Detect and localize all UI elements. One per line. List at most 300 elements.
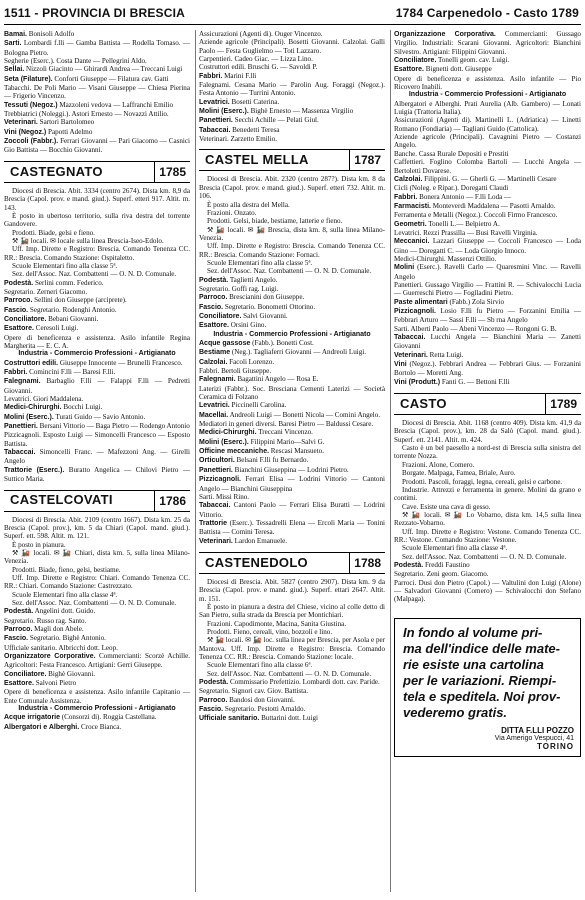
directory-entry bbox=[4, 84, 190, 101]
directory-entry bbox=[394, 202, 581, 211]
entries-list bbox=[4, 607, 190, 705]
entry-text: Simoncelli Franc. — Mafezzoni Ang. — Girelli Angelo bbox=[4, 448, 190, 466]
entry-category: Bestiame bbox=[199, 349, 231, 357]
entry-text: Bianchini Giuseppina — Lodrini Pietro. bbox=[232, 465, 349, 474]
directory-entry bbox=[4, 395, 190, 403]
description-paragraph: ⚒ 🚂 locali. ✉ 🚂 loc. sulla linea per Brescia, per Asola e per Mantova. Uff. Imp. Dirette e Registro: Brescia. Comando Tenenza CC. RR.: Brescia. Comando Stazione: locale. bbox=[199, 636, 385, 661]
column-1 bbox=[4, 30, 190, 894]
entry-text: Filippini Mario—Salvi G. bbox=[248, 437, 325, 446]
entry-category: Meccanici. bbox=[394, 238, 430, 246]
description-paragraph: Diocesi di Brescia. Abit. 2109 (centro 1667). Dista km. 25 da Brescia (Capol. prov.), km. 5 da Chiari (Capol. mand. giud.). Superf. ett. 598. Altit. m. 121. bbox=[4, 515, 190, 541]
entry-category: Bamai. bbox=[4, 31, 27, 38]
town-heading bbox=[394, 393, 581, 415]
entry-text: (Fabb.) Zola Sirvio bbox=[447, 297, 505, 306]
directory-entry bbox=[4, 30, 190, 39]
entry-text: Orsini Gino. bbox=[228, 321, 267, 330]
entry-text: (Eserc.). Tessadrelli Elena — Ercoli Maria — Tonini Battista — Comini Teresa. bbox=[199, 518, 385, 537]
description-paragraph: Prodotti. Biade, gelsi e fieno. bbox=[12, 228, 95, 237]
directory-entry bbox=[4, 128, 190, 137]
entry-category: Sellai. bbox=[4, 66, 25, 74]
town-name: CASTO bbox=[400, 395, 447, 411]
directory-entry bbox=[4, 324, 190, 333]
entry-category: Conciliatore. bbox=[394, 57, 437, 65]
entry-text: Andreoli Luigi — Bonetti Nicola — Comini Angelo. bbox=[228, 410, 381, 419]
description-paragraph: Prodotti. Gelsi, biade, bestiame, latterie e fieno. bbox=[207, 217, 343, 226]
entry-text: Buttarini dott. Luigi bbox=[259, 714, 319, 723]
directory-entry bbox=[199, 116, 385, 125]
entries-list bbox=[394, 561, 581, 604]
entry-category: Fascio. bbox=[4, 635, 29, 643]
entry-text: Ferramenta e Metalli (Negoz.). Coccoli Firmo Francesco. bbox=[394, 211, 558, 220]
directory-entry bbox=[394, 220, 581, 229]
directory-entry bbox=[394, 307, 581, 325]
town-heading bbox=[4, 490, 190, 512]
entry-text: Papotti Adelmo bbox=[46, 127, 93, 136]
entry-category: Costruttori edili. bbox=[4, 359, 59, 367]
directory-entry bbox=[199, 537, 385, 546]
directory-entry bbox=[4, 413, 190, 422]
town-number: 1787 bbox=[349, 150, 385, 170]
directory-entry bbox=[199, 456, 385, 465]
directory-entry bbox=[199, 72, 385, 81]
ad-line: ma dell'indice delle mate- bbox=[403, 640, 560, 656]
entry-text: Levatrici. Rezzi Prassilla — Busi Ravelli Virginia. bbox=[394, 228, 538, 237]
description-paragraph: Diocesi di Brescia. Abit. 3334 (centro 2674). Dista km. 8,9 da Brescia (Capol. prov. e mand. giud.). Superf. etteri 917. Altit. m. 143. bbox=[4, 186, 190, 212]
entry-text: Tonelli L.— Belpietro A. bbox=[426, 219, 500, 228]
entry-text: Facoli Lorenzo. bbox=[227, 357, 275, 366]
entry-category: Trattorie (Eserc.). bbox=[4, 466, 65, 474]
entry-text: Treccani Vincenzo. bbox=[256, 428, 313, 437]
town-name: CASTEL MELLA bbox=[205, 152, 309, 168]
town-description bbox=[394, 419, 581, 561]
town-description bbox=[199, 578, 385, 678]
entry-text: Commercianti: Gussago Virgilio. Industriali: Scarani Giovanni. Agricoltori: Bianchini Silvestro. Artigiani: Filippini Giovanni. bbox=[394, 30, 581, 56]
entry-text: Banche. Cassa Rurale Depositi e Prestiti bbox=[394, 149, 509, 158]
directory-entry bbox=[394, 229, 581, 237]
directory-entry bbox=[394, 30, 581, 56]
entry-text: Piccinelli Carolina. bbox=[229, 401, 287, 410]
description-paragraph: Sez. dell'Assoc. Naz. Combattenti — O. N. D. Comunale. bbox=[207, 669, 372, 678]
entry-text: (Fabb.). Bonetti Cost. bbox=[250, 339, 314, 347]
entry-text: Levatrici. Giori Maddalena. bbox=[4, 395, 84, 404]
entry-text: Bonera Antonio — F.lli Loda — bbox=[417, 192, 512, 201]
directory-entry bbox=[199, 358, 385, 367]
description-paragraph: ⚒ 🚂 locali. ✉ 🚂 Lo Vobarno, dista km. 14,5 sulla linea Rezzato-Vobarno. bbox=[394, 510, 581, 528]
entry-text: Serlini comm. Federico. bbox=[33, 278, 104, 287]
entry-text: Carpentieri. Cadeo Giac. — Lizza Lino. bbox=[199, 55, 313, 64]
entry-text: (Eserc.). Ravelli Carlo — Quaresmini Vinc. — Ravelli Angelo bbox=[394, 263, 581, 281]
column-2 bbox=[199, 30, 385, 894]
entry-text: Assicurazioni (Agenti di). Ouger Vincenzo. bbox=[199, 30, 323, 38]
entry-category: Tessuti (Negoz.) bbox=[4, 101, 58, 109]
entry-text: Segherie (Eserc.). Costa Dante — Pellegrini Aldo. bbox=[4, 57, 147, 66]
directory-entry bbox=[4, 279, 190, 288]
entry-category: Conciliatore. bbox=[4, 315, 47, 323]
entry-category: Vini (Negoz.) bbox=[4, 128, 47, 136]
directory-entry bbox=[199, 98, 385, 107]
advertisement-box bbox=[394, 618, 581, 757]
directory-entry bbox=[4, 296, 190, 305]
directory-entry bbox=[199, 312, 385, 321]
description-paragraph: È posto in pianura. bbox=[12, 540, 66, 549]
entry-text: Mazzoleni vedova — Laffranchi Emilio bbox=[57, 100, 174, 109]
entry-text: Bonisoli Adolfo bbox=[26, 30, 75, 38]
entry-text: Losio F.lli fu Pietro — Forzanini Emilia — Febbrari Arturo — Sassi F.lli — Sb rna Angelo bbox=[394, 307, 581, 325]
directory-entry bbox=[4, 422, 190, 431]
entry-category: Podestà. bbox=[199, 679, 229, 687]
entry-text: Secchi Achille — Pelati Giul. bbox=[232, 116, 319, 125]
directory-entry bbox=[4, 644, 190, 652]
entry-category: Panettieri. bbox=[4, 423, 38, 431]
description-paragraph: Diocesi di Brescia. Abit. 2320 (centro 287?). Dista km. 8 da Brescia (Capol. prov. e mand. giud.). Superf. etteri 732. Altit. m. 106. bbox=[199, 175, 385, 201]
directory-entry bbox=[4, 101, 190, 110]
directory-entry bbox=[394, 325, 581, 333]
directory-entry bbox=[394, 133, 581, 150]
description-paragraph: Diocesi di Brescia. Abit. 5827 (centro 2907). Dista km. 9 da Brescia (Capol. prov. e mand. giud.). Superf. ettari 2647. Altit. m. 151. bbox=[199, 577, 385, 603]
entry-category: Fabbri. bbox=[394, 193, 418, 201]
entry-text: Benedetti Teresa bbox=[230, 125, 280, 134]
description-paragraph: Prodotti. Biade, fieno, gelsi, bestiame. bbox=[12, 565, 121, 574]
description-paragraph: Borgate. Malpaga, Famea, Briale, Auro. bbox=[402, 469, 516, 478]
entry-category: Tabaccai. bbox=[4, 449, 36, 457]
entry-category: Ufficiale sanitario. bbox=[199, 715, 260, 723]
directory-entry bbox=[199, 303, 385, 312]
directory-entry bbox=[4, 137, 190, 155]
entry-category: Parroco. bbox=[4, 297, 33, 305]
directory-entry bbox=[199, 348, 385, 357]
entry-category: Veterinari. bbox=[4, 119, 38, 127]
directory-entry bbox=[394, 360, 581, 378]
entry-text: Ferrari Giovanni — Pari Giacomo — Casnici Gio Battista — Bocchio Giovanni. bbox=[4, 137, 190, 155]
entry-text: Magli don Abele. bbox=[32, 624, 84, 633]
entry-text: Ceresoli Luigi. bbox=[33, 324, 79, 333]
entry-category: Falegnami. bbox=[4, 378, 41, 386]
entries-list bbox=[394, 100, 581, 387]
entry-text: Segretario. Zeni geom. Giacomo. bbox=[394, 570, 489, 579]
entry-text: Albergatori e Alberghi. Prati Aurelia (Alb. Gambero) — Lonati Luigia (Trattoria Italia). bbox=[394, 99, 581, 117]
town-heading bbox=[199, 552, 385, 574]
entry-category: Geometri. bbox=[394, 220, 427, 228]
ad-line: rie esiste una cartolina bbox=[403, 656, 544, 672]
entry-text: Fabbri. Bertoli Giuseppe. bbox=[199, 367, 272, 376]
entry-text: Cicli (Noleg. e Ripar.). Doregatti Claudi bbox=[394, 184, 509, 193]
entry-category: Esattore. bbox=[394, 66, 424, 74]
ad-line: tela e speditela. Noi prov- bbox=[403, 688, 561, 704]
entry-category: Levatrici. bbox=[199, 98, 230, 106]
entry-category: Fascio. bbox=[4, 306, 29, 314]
description-paragraph: ⚒ 🚂 locali. ✉ 🚂 Brescia, dista km. 8, sulla linea Milano-Venezia. bbox=[199, 225, 385, 242]
ad-line: vederemo gratis. bbox=[403, 704, 508, 720]
description-paragraph: Prodotti. Pascoli, foraggi, legna, cereali, gelsi e carbone. bbox=[402, 477, 563, 486]
entry-text: Conforti Giuseppe — Filatura cav. Gatti bbox=[52, 74, 169, 83]
entry-category: Acque irrigatorie bbox=[4, 714, 61, 722]
entry-category: Organizzatore Corporative. bbox=[4, 653, 96, 660]
entries-list bbox=[4, 279, 190, 351]
directory-entry bbox=[4, 65, 190, 74]
entry-text: Opere di beneficenza e assistenza. Asilo infantile — Pio Ricovero Inabili. bbox=[394, 74, 581, 92]
entry-text: Bighè Ernesto — Massenza Virgilio bbox=[248, 107, 354, 116]
entries-list bbox=[4, 713, 190, 732]
description-paragraph: È posto alla destra del Mella. bbox=[207, 200, 290, 209]
description-paragraph: Casto è un bel paesello a nord-est di Brescia sulla sinistra del torrente Nozza. bbox=[394, 444, 581, 461]
entry-text: Sarti. Alberti Paolo — Abeni Vincenzo — Rongoni G. B. bbox=[394, 324, 557, 333]
entry-text: Giuseppe Innocente — Brunelli Francesco. bbox=[58, 358, 183, 367]
entry-text: Aziende agricole (Principali). Cavagnini Pietro — Costanzi Angelo. bbox=[394, 133, 581, 150]
entry-text: Turati Guido — Savio Antonio. bbox=[53, 412, 146, 421]
directory-entry bbox=[199, 519, 385, 537]
directory-entry bbox=[394, 65, 581, 74]
entry-text: Monteverdi Maddalena — Pasotti Arnaldo. bbox=[430, 201, 556, 210]
entry-text: Marini F.lli bbox=[222, 71, 257, 80]
town-name: CASTELCOVATI bbox=[10, 492, 113, 508]
column-3 bbox=[394, 30, 581, 894]
entry-category: Medici-Chirurghi. bbox=[4, 404, 62, 412]
entry-category: Fabbri. bbox=[199, 72, 223, 80]
town-heading bbox=[199, 149, 385, 171]
directory-entry bbox=[394, 184, 581, 192]
entry-text: Salvoni Pietro bbox=[33, 679, 77, 688]
directory-entry bbox=[199, 126, 385, 135]
column-divider bbox=[195, 30, 196, 892]
description-paragraph: È posto in pianura a destra del Chiese, vicino al colle detto di San Pietro, sulla strada da Brescia per Montichiari. bbox=[199, 602, 385, 620]
entries-list bbox=[199, 339, 385, 546]
directory-entry bbox=[394, 263, 581, 281]
directory-entry bbox=[4, 110, 190, 118]
entry-text: Lazzari Giuseppe — Coccoli Francesco — Loda Gino — Doregatti C. — Loda Giorgio Innoco. bbox=[394, 237, 581, 255]
directory-entry bbox=[394, 579, 581, 604]
description-paragraph: Uff. Imp. Dirette e Registro: Brescia. Comando Tenenza CC. RR.: Brescia. Comando Stazione: Ospitaletto. bbox=[4, 245, 190, 262]
entry-category: Panettieri. bbox=[199, 466, 233, 474]
entry-category: Vini (Produtt.) bbox=[394, 378, 441, 386]
entry-category: Tabaccai. bbox=[199, 126, 231, 134]
entry-category: Tabaccai. bbox=[394, 334, 426, 342]
entry-text: Segretario. Signori cav. Giov. Battista. bbox=[199, 687, 309, 696]
description-paragraph: Scuole Elementari fino alla classe 5ª. bbox=[12, 261, 118, 270]
entry-text: Commercianti: Scorzè Achille. Agricoltori: Festa Francesco. Artigiani: Gerri Giuseppe. bbox=[4, 652, 190, 670]
directory-entry bbox=[394, 378, 581, 387]
entry-text: Segretario. Zerneri Giacomo. bbox=[4, 287, 88, 296]
directory-entry bbox=[4, 334, 190, 351]
entry-text: Freddi Faustino bbox=[423, 560, 470, 569]
directory-entry bbox=[199, 428, 385, 437]
entry-text: Lardon Emanuele. bbox=[232, 536, 288, 545]
entry-category: Podestà. bbox=[394, 561, 424, 569]
directory-entry bbox=[199, 385, 385, 402]
directory-entry bbox=[199, 475, 385, 493]
entry-category: Esattore. bbox=[199, 322, 229, 330]
entry-text: Segretario. Goffi rag. Luigi. bbox=[199, 284, 279, 293]
directory-entry bbox=[4, 723, 190, 732]
entry-category: Podestà. bbox=[199, 276, 229, 284]
entries-list bbox=[199, 276, 385, 331]
directory-entry bbox=[4, 617, 190, 625]
entry-category: Paste alimentari bbox=[394, 298, 448, 306]
directory-entry bbox=[199, 714, 385, 723]
section-heading: Industria - Commercio Professioni - Artigianato bbox=[213, 330, 371, 338]
entry-category: Molini (Eserc.). bbox=[199, 438, 249, 446]
directory-entry bbox=[4, 359, 190, 368]
entry-text: Filippini. G. — Gherli G. — Martinelli Cesare bbox=[422, 174, 557, 183]
directory-entry bbox=[4, 634, 190, 643]
directory-entry bbox=[394, 281, 581, 298]
column-divider bbox=[390, 30, 391, 892]
directory-entry bbox=[4, 670, 190, 679]
entry-text: Retta Luigi. bbox=[427, 350, 464, 359]
page-header-right: 1784 Carpenedolo - Casto 1789 bbox=[395, 6, 579, 20]
directory-entry bbox=[394, 351, 581, 360]
entry-text: Lucchi Angela — Bianchini Maria — Zanetti Giovanni bbox=[394, 333, 581, 351]
directory-entry bbox=[4, 57, 190, 65]
description-paragraph: ⚒ 🚂 locali. ✉ 🚂 Chiari, dista km. 5, sulla linea Milano-Venezia. bbox=[4, 548, 190, 566]
directory-entry bbox=[199, 38, 385, 55]
directory-entry bbox=[4, 75, 190, 84]
town-description bbox=[4, 516, 190, 608]
directory-entry bbox=[4, 403, 190, 412]
entry-text: Tabacchi. De Poli Mario — Visani Giuseppe — Chiesa Pierina — Frigerio Vincenzo. bbox=[4, 84, 190, 101]
entry-category: Podestà. bbox=[4, 279, 34, 287]
entries-list bbox=[199, 678, 385, 724]
entry-category: Organizzazione Corporativa. bbox=[394, 31, 496, 38]
entry-category: Veterinari. bbox=[394, 351, 428, 359]
ad-line: per le variazioni. Riempi- bbox=[403, 672, 557, 688]
town-heading bbox=[4, 161, 190, 183]
description-paragraph: Frazioni. Capodimonte, Macina, Sanita Giustina. bbox=[207, 619, 347, 628]
description-paragraph: Scuole Elementari fino alla classe 4ª. bbox=[12, 590, 118, 599]
town-description bbox=[199, 175, 385, 275]
description-paragraph: Sez. dell'Assoc. Naz. Combattenti — O. N. D. Comunale. bbox=[12, 598, 177, 607]
directory-entry bbox=[199, 30, 385, 38]
directory-entry bbox=[4, 368, 190, 377]
directory-entry bbox=[4, 315, 190, 324]
entry-text: (Negoz.). Febbrari Andrea — Febbrari Gius. — Forzanini Bortolo — Moretti Ang. bbox=[394, 360, 581, 378]
entry-category: Tabaccai. bbox=[199, 502, 231, 510]
entry-category: Macellai. bbox=[199, 411, 229, 419]
entry-text: Rescasi Mansueto. bbox=[269, 447, 324, 456]
entry-text: Sartori Bartolomeo bbox=[37, 118, 95, 127]
entry-text: Nizzoli Giacinto — Ghirardi Andrea — Treccani Luigi bbox=[24, 65, 183, 74]
entry-category: Parroco. bbox=[199, 294, 228, 302]
directory-entry bbox=[4, 288, 190, 296]
directory-entry bbox=[4, 688, 190, 705]
entry-text: Croce Bianca. bbox=[79, 722, 122, 731]
entry-category: Orticultori. bbox=[199, 457, 235, 465]
entry-text: Buratto Angelica — Chilovi Pietro — Suttico Maria. bbox=[4, 465, 190, 484]
entry-category: Zoccoli (Fabbr.). bbox=[4, 138, 59, 146]
directory-entry bbox=[199, 678, 385, 687]
description-paragraph: Uff. Imp. Dirette e Registro: Brescia. Comando Tenenza CC. RR.: Brescia. Comando Stazione: Fornaci. bbox=[199, 242, 385, 259]
description-paragraph: Scuole Elementari fino alla classe 4ª. bbox=[402, 544, 508, 553]
directory-entry bbox=[4, 607, 190, 616]
directory-entry bbox=[199, 135, 385, 143]
directory-entry bbox=[4, 652, 190, 670]
directory-entry bbox=[199, 687, 385, 695]
directory-entry bbox=[394, 193, 581, 202]
description-paragraph: Cave. Esiste una cava di gesso. bbox=[402, 502, 491, 511]
entry-text: Falegnami. Cesana Mario — Parolin Aug. Foraggi (Negoz.). Festa Antonio — Turrini Antonio. bbox=[199, 81, 385, 98]
entry-category: Calzolai. bbox=[199, 358, 228, 366]
entry-category: Parroco. bbox=[4, 625, 33, 633]
town-number: 1788 bbox=[349, 553, 385, 573]
ad-text bbox=[403, 625, 574, 721]
entry-category: Pizzicagnoli. bbox=[199, 476, 242, 484]
entry-text: Bighè Giovanni. bbox=[46, 669, 96, 678]
directory-entry bbox=[199, 493, 385, 501]
directory-entry bbox=[394, 211, 581, 219]
town-description bbox=[4, 187, 190, 279]
directory-entry bbox=[394, 237, 581, 255]
directory-entry bbox=[394, 56, 581, 65]
entry-text: Ferrari Elisa — Lodrini Vittorio — Cantoni Angelo — Bianchini Giuseppina bbox=[199, 475, 385, 493]
description-paragraph: Sez. dell'Assoc. Naz. Combattenti — O. N. D. Comunale. bbox=[207, 267, 372, 276]
ad-firm: DITTA F.LLI POZZO bbox=[501, 725, 574, 735]
entry-text: Lombardi f.lli — Gamba Battista — Rodella Tomaso. — Bologna Pietro. bbox=[4, 39, 190, 57]
entry-text: Pizzicagnoli. Esposto Luigi — Simoncelli Francesco — Esposto Battista. bbox=[4, 431, 190, 448]
directory-entry bbox=[199, 321, 385, 330]
entry-category: Levatrici. bbox=[199, 402, 230, 410]
description-paragraph: È posto in ubertoso territorio, sulla riva destra del torrente Gandovere. bbox=[4, 211, 190, 229]
ad-line: In fondo al volume pri- bbox=[403, 624, 543, 640]
entry-category: Parroco. bbox=[199, 696, 228, 704]
directory-entry bbox=[199, 705, 385, 714]
entry-text: Bebani Giovanni. bbox=[46, 314, 99, 323]
entry-text: Commissario Prefettizio. Lombardi dott. cav. Paride. bbox=[228, 678, 380, 687]
entry-category: Fascio. bbox=[199, 303, 224, 311]
entry-text: Segretario. Bonometti Ottorino. bbox=[223, 302, 316, 311]
directory-entry bbox=[394, 116, 581, 133]
entry-category: Esattore. bbox=[4, 325, 34, 333]
entry-text: Bersani Vittorio — Baga Pietro — Rodengo Antonio bbox=[37, 422, 190, 431]
entry-text: Laterizi (Fabbr.). Soc. Bresciana Cementi Laterizi — Società Ceramica di Folzano bbox=[199, 384, 385, 402]
entry-category: Podestà. bbox=[4, 608, 34, 616]
directory-entry bbox=[199, 55, 385, 63]
section-heading: Industria - Commercio Professioni - Artigianato bbox=[18, 350, 176, 358]
directory-entry bbox=[394, 175, 581, 184]
directory-entry bbox=[199, 375, 385, 384]
entry-category: Molini (Eserc.). bbox=[4, 413, 54, 421]
ad-address: Via Amerigo Vespucci, 41 bbox=[494, 735, 574, 742]
town-number: 1789 bbox=[545, 394, 581, 414]
description-paragraph: Uff. Imp. Dirette e Registro: Vestone. Comando Tenenza CC. RR.: Vestone. Comando Stazione: Vestone. bbox=[394, 527, 581, 544]
directory-entry bbox=[199, 501, 385, 519]
entry-category: Acque gassose bbox=[199, 340, 251, 347]
entry-category: Conciliatore. bbox=[4, 670, 47, 678]
entry-text: Trebbiatrici (Noleggi.). Astori Ernesto — Novazzi Attilio. bbox=[4, 110, 169, 119]
header-rule bbox=[4, 24, 581, 25]
directory-entry bbox=[199, 411, 385, 420]
entry-text: Caffettieri. Foglino Colomba Bartoli — Lucchi Angela — Bertoletti Dovarese. bbox=[394, 158, 581, 175]
directory-entry bbox=[199, 401, 385, 410]
entry-text: Costruttori edili. Bruschi G. — Savoldi P. bbox=[199, 63, 318, 72]
entry-text: (Neg.). Tagliaferri Giovanni — Andreoli Luigi. bbox=[230, 348, 367, 357]
entries-list bbox=[4, 30, 190, 155]
directory-entry bbox=[394, 561, 581, 570]
directory-entry bbox=[394, 255, 581, 263]
directory-entry bbox=[4, 39, 190, 57]
entry-category: Medici-Chirurghi. bbox=[199, 429, 257, 437]
description-paragraph: Uff. Imp. Dirette e Registro: Chiari. Comando Tenenza CC. RR.: Chiari. Comando Stazione: Castrezzato. bbox=[4, 573, 190, 591]
directory-entry bbox=[394, 150, 581, 158]
entry-category: Trattorie bbox=[199, 519, 228, 527]
directory-entry bbox=[199, 367, 385, 375]
entry-category: Fascio. bbox=[199, 706, 224, 714]
page-header-left: 1511 - PROVINCIA DI BRESCIA bbox=[4, 6, 185, 20]
description-paragraph: Frazioni. Alone, Comero. bbox=[402, 460, 475, 469]
entry-text: Angelini dott. Guido. bbox=[33, 607, 96, 616]
entry-category: Vini bbox=[394, 361, 407, 369]
description-paragraph: ⚒ 🚂 locali. ✉ locale sulla linea Brescia-Iseo-Edolo. bbox=[12, 236, 164, 245]
directory-entry bbox=[4, 679, 190, 688]
entry-text: Salvi Giovanni. bbox=[241, 311, 288, 320]
